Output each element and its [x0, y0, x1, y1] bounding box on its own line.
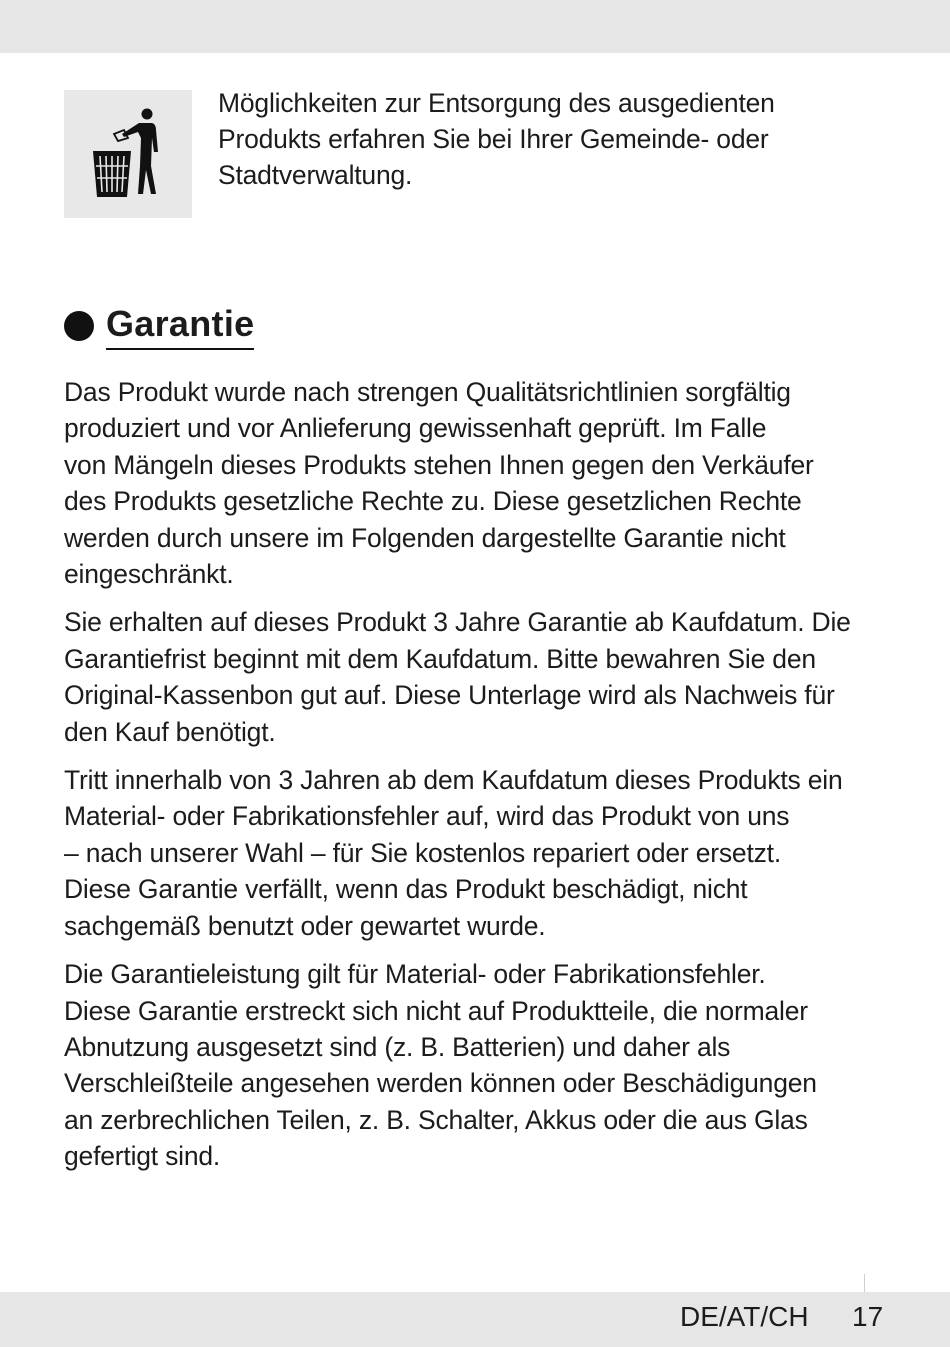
- text-line: an zerbrechlichen Teilen, z. B. Schalter, Akkus oder die aus Glas: [64, 1104, 808, 1135]
- text-line: Sie erhalten auf dieses Produkt 3 Jahre Garantie ab Kaufdatum. Die: [64, 607, 851, 638]
- text-line: Diese Garantie erstreckt sich nicht auf Produktteile, die normaler: [64, 995, 808, 1026]
- paragraph: [64, 956, 894, 1174]
- disposal-text: [218, 85, 898, 193]
- text-line: gefertigt sind.: [64, 1141, 221, 1172]
- page-number: 17: [852, 1301, 884, 1332]
- text-line: Material- oder Fabrikationsfehler auf, wird das Produkt von uns: [64, 801, 790, 832]
- text-line: Das Produkt wurde nach strengen Qualitätsrichtlinien sorgfältig: [64, 377, 791, 407]
- text-line: Abnutzung ausgesetzt sind (z. B. Batterien) und daher als: [64, 1031, 731, 1062]
- text-line: Tritt innerhalb von 3 Jahren ab dem Kaufdatum dieses Produkts ein: [64, 765, 843, 796]
- section-title: Garantie: [106, 302, 254, 350]
- guarantee-text: [64, 374, 894, 1187]
- text-line: den Kauf benötigt.: [64, 716, 276, 747]
- trash-disposal-icon: [64, 90, 192, 218]
- section-heading: [64, 298, 254, 354]
- disposal-line: Möglichkeiten zur Entsorgung des ausgedienten: [218, 88, 775, 118]
- disposal-icon-box: [64, 90, 192, 218]
- text-line: Die Garantieleistung gilt für Material- oder Fabrikationsfehler.: [64, 959, 766, 990]
- text-line: eingeschränkt.: [64, 559, 234, 590]
- page-separator: [864, 1274, 865, 1292]
- bullet-icon: [64, 311, 94, 341]
- text-line: Verschleißteile angesehen werden können oder Beschädigungen: [64, 1068, 817, 1099]
- text-line: des Produkts gesetzliche Rechte zu. Diese gesetzlichen Rechte: [64, 486, 802, 517]
- disposal-line: Stadtverwaltung.: [218, 160, 413, 190]
- text-line: produziert und vor Anlieferung gewissenhaft geprüft. Im Falle: [64, 413, 767, 444]
- text-line: Garantiefrist beginnt mit dem Kaufdatum. Bitte bewahren Sie den: [64, 643, 816, 674]
- paragraph: [64, 604, 894, 750]
- text-line: Original-Kassenbon gut auf. Diese Unterlage wird als Nachweis für: [64, 680, 835, 711]
- text-line: sachgemäß benutzt oder gewartet wurde.: [64, 910, 546, 941]
- disposal-line: Produkts erfahren Sie bei Ihrer Gemeinde- oder: [218, 124, 769, 154]
- text-line: von Mängeln dieses Produkts stehen Ihnen gegen den Verkäufer: [64, 449, 814, 480]
- paragraph: [64, 762, 894, 944]
- text-line: Diese Garantie verfällt, wenn das Produkt beschädigt, nicht: [64, 874, 748, 905]
- footer-region: DE/AT/CH: [680, 1301, 809, 1332]
- text-line: – nach unserer Wahl – für Sie kostenlos repariert oder ersetzt.: [64, 837, 781, 868]
- paragraph: [64, 374, 894, 592]
- top-bar: [0, 0, 950, 53]
- text-line: werden durch unsere im Folgenden dargestellte Garantie nicht: [64, 522, 786, 553]
